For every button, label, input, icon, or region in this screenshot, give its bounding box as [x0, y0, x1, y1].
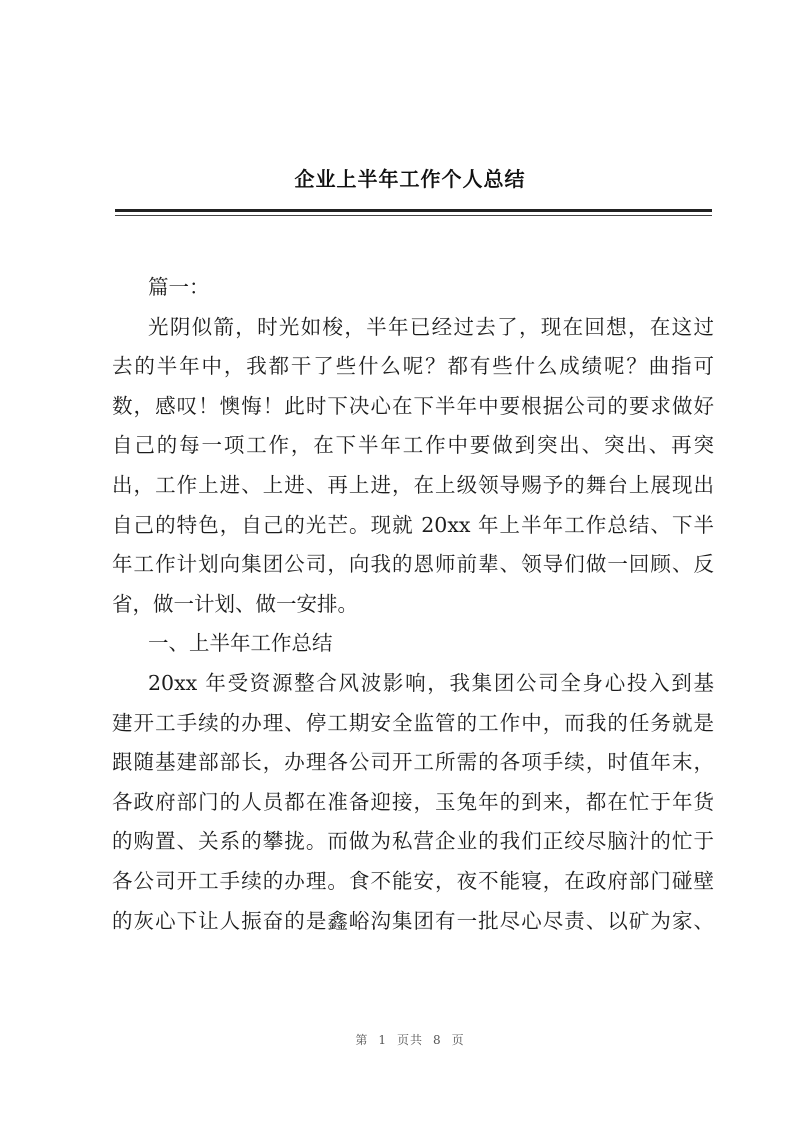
- paragraph-line: 建开工手续的办理、停工期安全监管的工作中，而我的任务就是: [112, 710, 714, 735]
- paragraph-line: 光阴似箭，时光如梭，半年已经过去了，现在回想，在这过: [148, 314, 714, 339]
- paragraph-line: 年工作计划向集团公司，向我的恩师前辈、领导们做一回顾、反: [112, 552, 714, 577]
- footer-middle: 页共: [396, 1033, 423, 1047]
- paragraph-line: 数，感叹！懊悔！此时下决心在下半年中要根据公司的要求做好: [112, 393, 714, 418]
- paragraph-line: 跟随基建部部长，办理各公司开工所需的各项手续，时值年末，: [112, 750, 714, 775]
- paragraph-line: 各政府部门的人员都在准备迎接，玉兔年的到来，都在忙于年货: [112, 789, 714, 814]
- page-footer: [0, 1031, 800, 1048]
- paragraph-line: 去的半年中，我都干了些什么呢？都有些什么成绩呢？曲指可: [112, 354, 714, 379]
- paragraph-line: 自己的每一项工作，在下半年工作中要做到突出、突出、再突: [112, 433, 714, 458]
- document-title: 企业上半年工作个人总结: [294, 167, 526, 191]
- paragraph-line: 省，做一计划、做一安排。: [112, 591, 358, 616]
- document-body: [112, 268, 714, 941]
- footer-suffix: 页: [451, 1033, 465, 1047]
- section-label: 篇一：: [148, 275, 210, 299]
- footer-total-pages: 8: [433, 1033, 442, 1047]
- paragraph-line: 各公司开工手续的办理。食不能安，夜不能寝，在政府部门碰壁: [112, 868, 714, 893]
- paragraph-line: 的购置、关系的攀拢。而做为私营企业的我们正绞尽脑汁的忙于: [112, 829, 714, 854]
- footer-prefix: 第: [355, 1033, 369, 1047]
- paragraph-line: 的灰心下让人振奋的是鑫峪沟集团有一批尽心尽责、以矿为家、: [112, 908, 714, 933]
- section-heading: 一、上半年工作总结: [148, 631, 333, 656]
- footer-page-number: 1: [378, 1033, 387, 1047]
- title-rule-thin: [115, 215, 712, 216]
- paragraph-line: 出，工作上进、上进、再上进，在上级领导赐予的舞台上展现出: [112, 472, 714, 497]
- paragraph-line: 自己的特色，自己的光芒。现就 20xx 年上半年工作总结、下半: [112, 512, 714, 537]
- paragraph-line: 20xx 年受资源整合风波影响，我集团公司全身心投入到基: [148, 670, 714, 695]
- title-rule-thick: [115, 209, 712, 212]
